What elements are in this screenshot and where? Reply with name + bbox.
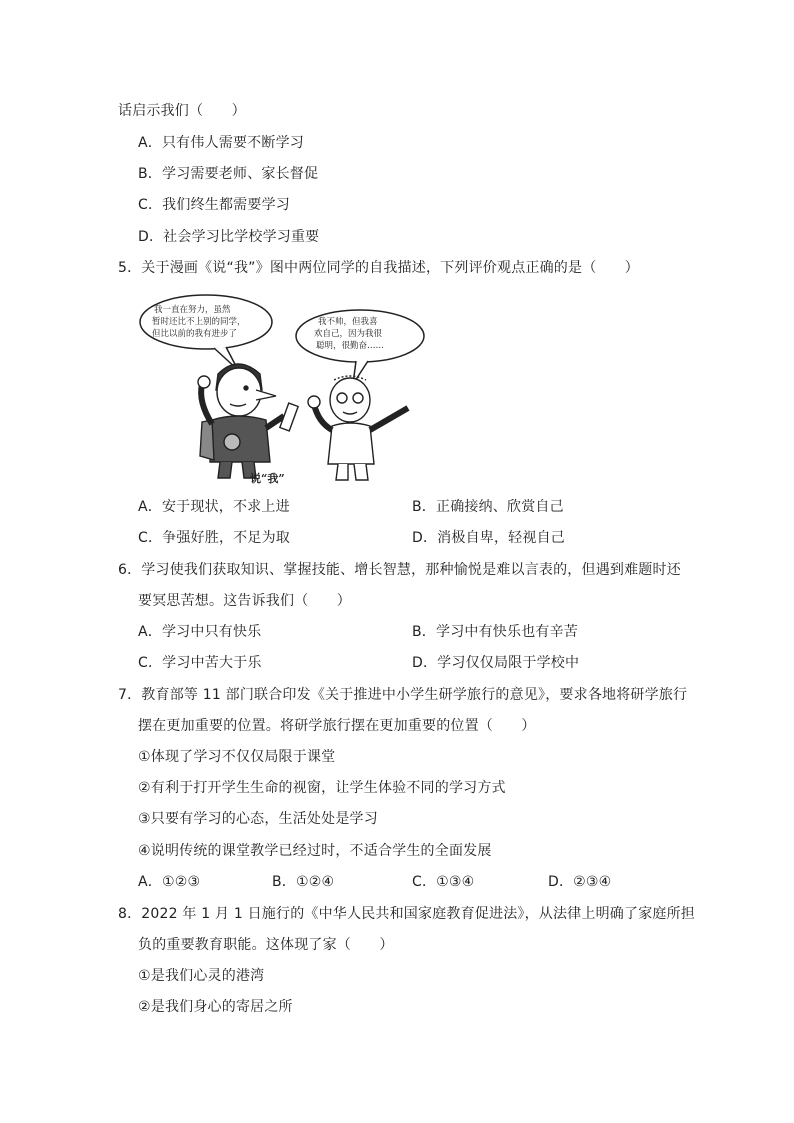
comic-caption: 说“我” bbox=[250, 472, 285, 485]
q8-statement-2: ②是我们身心的寄居之所 bbox=[138, 999, 293, 1015]
q6-option-d: D．学习仅仅局限于学校中 bbox=[412, 655, 580, 671]
q4-option-d: D．社会学习比学校学习重要 bbox=[138, 229, 320, 245]
q7-stem-line-1: 7．教育部等 11 部门联合印发《关于推进中小学生研学旅行的意见》，要求各地将研学旅行 bbox=[118, 687, 688, 703]
q7-statement-2: ②有利于打开学生生命的视窗，让学生体验不同的学习方式 bbox=[138, 780, 506, 796]
bubble-left-line-2: 暂时还比不上别的同学， bbox=[152, 317, 246, 327]
q5-stem: 5．关于漫画《说“我”》图中两位同学的自我描述，下列评价观点正确的是（ ） bbox=[118, 260, 640, 276]
q6-option-a: A．学习中只有快乐 bbox=[138, 624, 262, 640]
q7-statement-1: ①体现了学习不仅仅局限于课堂 bbox=[138, 749, 336, 765]
q4-option-a: A．只有伟人需要不断学习 bbox=[138, 135, 304, 151]
q7-option-b: B．①②④ bbox=[272, 874, 335, 890]
q6-option-c: C．学习中苦大于乐 bbox=[138, 655, 262, 671]
student-right-figure bbox=[308, 376, 408, 480]
bubble-right-line-2: 欢自己，因为我很 bbox=[314, 329, 383, 339]
q5-option-d: D．消极自卑，轻视自己 bbox=[412, 530, 565, 546]
q8-statement-1: ①是我们心灵的港湾 bbox=[138, 968, 265, 984]
bubble-right-line-1: 我不帅，但我喜 bbox=[318, 317, 378, 327]
q7-option-c: C．①③④ bbox=[412, 874, 475, 890]
bubble-left-line-3: 但比以前的我有进步了 bbox=[152, 329, 238, 339]
q6-stem-line-2: 要冥思苦想。这告诉我们（ ） bbox=[138, 593, 351, 609]
q5-option-b: B．正确接纳、欣赏自己 bbox=[412, 499, 564, 515]
q4-option-c: C．我们终生都需要学习 bbox=[138, 197, 290, 213]
q6-option-b: B．学习中有快乐也有辛苦 bbox=[412, 624, 579, 640]
q8-stem-line-2: 负的重要教育职能。这体现了家（ ） bbox=[138, 937, 394, 953]
q5-option-a: A．安于现状，不求上进 bbox=[138, 499, 290, 515]
q6-stem-line-1: 6．学习使我们获取知识、掌握技能、增长智慧，那种愉悦是难以言表的，但遇到难题时还 bbox=[118, 562, 681, 578]
student-left-figure bbox=[198, 364, 298, 478]
q7-statement-4: ④说明传统的课堂教学已经过时，不适合学生的全面发展 bbox=[138, 843, 492, 859]
q7-option-d: D．②③④ bbox=[548, 874, 612, 890]
q4-option-b: B．学习需要老师、家长督促 bbox=[138, 166, 319, 182]
q4-continuation: 话启示我们（ ） bbox=[118, 103, 246, 119]
q8-stem-line-1: 8．2022 年 1 月 1 日施行的《中华人民共和国家庭教育促进法》，从法律上明确了家庭所担 bbox=[118, 906, 695, 922]
q7-stem-line-2: 摆在更加重要的位置。将研学旅行摆在更加重要的位置（ ） bbox=[138, 718, 536, 734]
bubble-left-line-1: 我一直在努力，虽然 bbox=[154, 305, 231, 315]
svg-text:我不帅，但我喜 欢自己，因为我很 聪明，很勤 bbox=[314, 316, 385, 351]
q7-statement-3: ③只要有学习的心态，生活处处是学习 bbox=[138, 811, 378, 827]
comic-illustration bbox=[138, 292, 438, 486]
bubble-right-line-3: 聪明，很勤奋…… bbox=[316, 341, 385, 351]
q7-option-a: A．①②③ bbox=[138, 874, 201, 890]
q5-option-c: C．争强好胜，不足为取 bbox=[138, 530, 290, 546]
